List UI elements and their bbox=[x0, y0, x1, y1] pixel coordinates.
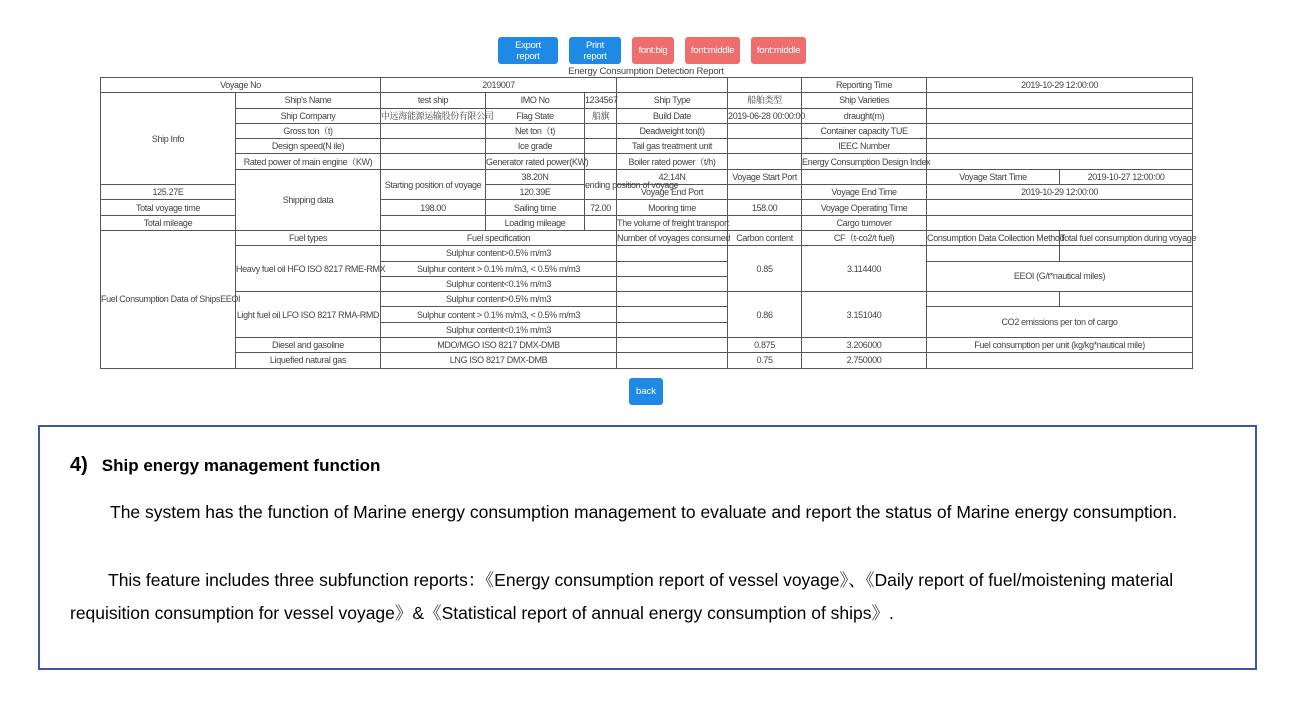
energy-report-table bbox=[100, 77, 1197, 369]
total-fuel-label: Total fuel consumption during voyage bbox=[1060, 230, 1193, 245]
draught-label: draught(m) bbox=[802, 108, 927, 123]
cargo-turnover-label: Cargo turnover bbox=[802, 215, 927, 230]
ship-company-value: 中远海能源运输股份有限公司 bbox=[381, 108, 486, 123]
mooring-time-label: Mooring time bbox=[617, 200, 728, 215]
shipping-data-label: Shipping data bbox=[236, 169, 381, 230]
table-row bbox=[101, 353, 1193, 368]
imo-value: 1234567 bbox=[585, 93, 617, 108]
freight-volume-label: The volume of freight transport bbox=[617, 215, 728, 230]
section-number: 4) bbox=[70, 454, 88, 476]
lfo-carbon-value: 0.86 bbox=[728, 292, 802, 338]
voyage-start-port-label: Voyage Start Port bbox=[728, 169, 802, 184]
build-date-label: Build Date bbox=[617, 108, 728, 123]
end-lon-value: 120.39E bbox=[486, 185, 585, 200]
table-row bbox=[101, 93, 1193, 108]
ship-company-label: Ship Company bbox=[236, 108, 381, 123]
mooring-time-value: 158.00 bbox=[728, 200, 802, 215]
ice-grade-label: Ice grade bbox=[486, 139, 585, 154]
ship-info-label: Ship Info bbox=[101, 93, 236, 185]
imo-label: IMO No bbox=[486, 93, 585, 108]
section-heading bbox=[70, 454, 380, 477]
table-row bbox=[101, 169, 1193, 184]
flag-state-label: Flag State bbox=[486, 108, 585, 123]
num-voyages-label: Number of voyages consumed bbox=[617, 230, 728, 245]
ship-type-label: Ship Type bbox=[617, 93, 728, 108]
ships-name-value: test ship bbox=[381, 93, 486, 108]
section-title: Ship energy management function bbox=[101, 456, 381, 475]
table-row bbox=[101, 338, 1193, 353]
voyage-end-time-label: Voyage End Time bbox=[802, 185, 927, 200]
build-date-value: 2019-06-28 00:00:00 bbox=[728, 108, 802, 123]
hfo-label: Heavy fuel oil HFO ISO 8217 RME-RMX bbox=[236, 246, 381, 292]
fuel-spec-label: Fuel specification bbox=[381, 230, 617, 245]
start-lat-value: 38.20N bbox=[486, 169, 585, 184]
design-speed-label: Design speed(N ile) bbox=[236, 139, 381, 154]
sailing-time-label: Sailing time bbox=[486, 200, 585, 215]
diesel-cf-value: 3.206000 bbox=[802, 338, 927, 353]
print-report-button[interactable]: Print report bbox=[569, 37, 621, 64]
lfo-cf-value: 3.151040 bbox=[802, 292, 927, 338]
table-row bbox=[101, 292, 1193, 307]
diesel-label: Diesel and gasoline bbox=[236, 338, 381, 353]
generator-power-label: Generator rated power(KW) bbox=[486, 154, 585, 169]
operating-time-label: Voyage Operating Time bbox=[802, 200, 927, 215]
hfo-cf-value: 3.114400 bbox=[802, 246, 927, 292]
lfo-sulphur-mid: Sulphur content > 0.1% m/m3, < 0.5% m/m3 bbox=[381, 307, 617, 322]
hfo-sulphur-high: Sulphur content>0.5% m/m3 bbox=[381, 246, 617, 261]
hfo-carbon-value: 0.85 bbox=[728, 246, 802, 292]
font-middle-button-1[interactable]: font:middle bbox=[685, 37, 740, 64]
lng-label: Liquefied natural gas bbox=[236, 353, 381, 368]
font-middle-button-2[interactable]: font:middle bbox=[751, 37, 806, 64]
start-position-label: Starting position of voyage bbox=[381, 169, 486, 200]
total-voyage-time-value: 198.00 bbox=[381, 200, 486, 215]
table-row bbox=[101, 78, 1193, 93]
carbon-content-label: Carbon content bbox=[728, 230, 802, 245]
collection-method-label: Consumption Data Collection Method bbox=[927, 230, 1060, 245]
table-row bbox=[101, 246, 1193, 261]
flag-state-value: 船旗 bbox=[585, 108, 617, 123]
report-title: Energy Consumption Detection Report bbox=[568, 66, 724, 77]
table-row bbox=[101, 123, 1193, 138]
rated-power-label: Rated power of main engine（KW) bbox=[236, 154, 381, 169]
ships-name-label: Ship's Name bbox=[236, 93, 381, 108]
end-lat-value: 42.14N bbox=[617, 169, 728, 184]
total-voyage-time-label: Total voyage time bbox=[101, 200, 236, 215]
lfo-label: Light fuel oil LFO ISO 8217 RMA-RMD bbox=[236, 292, 381, 338]
ship-varieties-label: Ship Varieties bbox=[802, 93, 927, 108]
start-lon-value: 125.27E bbox=[101, 185, 236, 200]
reporting-time-value: 2019-10-29 12:00:00 bbox=[927, 78, 1193, 93]
diesel-carbon-value: 0.875 bbox=[728, 338, 802, 353]
hfo-sulphur-low: Sulphur content<0.1% m/m3 bbox=[381, 276, 617, 291]
description-paragraph-2: This feature includes three subfunction reports：《Energy consumption report of vessel voyage》、《Daily report of fuel/moistening material requisition consumption for vessel voyage》&《Statistical report of annual energy consumption of ships》. bbox=[70, 570, 1174, 623]
gross-ton-label: Gross ton（t) bbox=[236, 123, 381, 138]
voyage-end-time-value: 2019-10-29 12:00:00 bbox=[927, 185, 1193, 200]
net-ton-label: Net ton（t) bbox=[486, 123, 585, 138]
description-panel bbox=[38, 425, 1257, 670]
report-toolbar bbox=[498, 37, 806, 64]
ieec-label: IEEC Number bbox=[802, 139, 927, 154]
loading-mileage-label: Loading mileage bbox=[486, 215, 585, 230]
lng-carbon-value: 0.75 bbox=[728, 353, 802, 368]
back-button[interactable]: back bbox=[629, 378, 663, 405]
voyage-no-value: 2019007 bbox=[381, 78, 617, 93]
lfo-sulphur-low: Sulphur content<0.1% m/m3 bbox=[381, 322, 617, 337]
sailing-time-value: 72.00 bbox=[585, 200, 617, 215]
deadweight-label: Deadweight ton(t) bbox=[617, 123, 728, 138]
table-row bbox=[101, 139, 1193, 154]
table-row bbox=[101, 154, 1193, 169]
container-capacity-label: Container capacity TUE bbox=[802, 123, 927, 138]
boiler-power-label: Boiler rated power（t/h) bbox=[617, 154, 728, 169]
eeoi-label: EEOI (G/t*nautical miles) bbox=[927, 261, 1193, 292]
lng-cf-value: 2.750000 bbox=[802, 353, 927, 368]
cf-label: CF（t-co2/t fuel) bbox=[802, 230, 927, 245]
lng-spec: LNG ISO 8217 DMX-DMB bbox=[381, 353, 617, 368]
total-mileage-label: Total mileage bbox=[101, 215, 236, 230]
diesel-spec: MDO/MGO ISO 8217 DMX-DMB bbox=[381, 338, 617, 353]
ship-type-value: 船舶类型 bbox=[728, 93, 802, 108]
end-position-label: ending position of voyage bbox=[585, 169, 617, 200]
design-index-label: Energy Consumption Design Index bbox=[802, 154, 927, 169]
co2-label: CO2 emissions per ton of cargo bbox=[927, 307, 1193, 338]
voyage-start-time-label: Voyage Start Time bbox=[927, 169, 1060, 184]
description-paragraph-1: The system has the function of Marine energy consumption management to evaluate and report the status of Marine energy consumption. bbox=[110, 502, 1178, 522]
lfo-sulphur-high: Sulphur content>0.5% m/m3 bbox=[381, 292, 617, 307]
font-big-button[interactable]: font:big bbox=[632, 37, 674, 64]
voyage-end-port-label: Voyage End Port bbox=[617, 185, 728, 200]
reporting-time-label: Reporting Time bbox=[802, 78, 927, 93]
voyage-start-time-value: 2019-10-27 12:00:00 bbox=[1060, 169, 1193, 184]
table-row bbox=[101, 230, 1193, 245]
export-report-button[interactable]: Export report bbox=[498, 37, 558, 64]
hfo-sulphur-mid: Sulphur content > 0.1% m/m3, < 0.5% m/m3 bbox=[381, 261, 617, 276]
fuel-data-label: Fuel Consumption Data of ShipsEEOI bbox=[101, 230, 236, 368]
fuel-per-unit-label: Fuel consumption per unit (kg/kg*nautical mile) bbox=[927, 338, 1193, 353]
table-row bbox=[101, 108, 1193, 123]
voyage-no-label: Voyage No bbox=[101, 78, 381, 93]
tail-gas-label: Tail gas treatment unit bbox=[617, 139, 728, 154]
fuel-types-label: Fuel types bbox=[236, 230, 381, 245]
